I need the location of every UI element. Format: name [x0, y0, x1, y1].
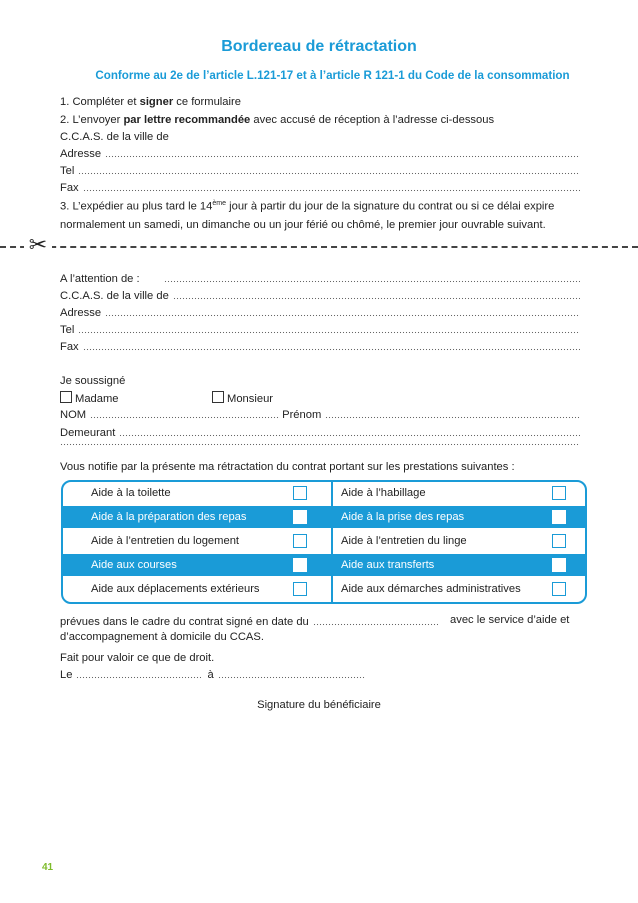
- tel-dots: [78, 172, 580, 175]
- ccas-label: C.C.A.S. de la ville de: [60, 131, 169, 143]
- monsieur-checkbox[interactable]: [212, 391, 224, 403]
- service-checkbox[interactable]: [293, 558, 307, 572]
- madame-checkbox[interactable]: [60, 391, 72, 403]
- instruction-step-3: 3. L’expédier au plus tard le 14ème jour à partir du jour de la signature du contrat ou si ce délai expire normalement un samedi, un dimanche ou un jour férié ou chômé, le premier jour ouvrable suivant.: [60, 200, 555, 231]
- service-row: Aide à la préparation des repas Aide à la prise des repas: [63, 506, 585, 528]
- adresse-dots: [105, 155, 580, 158]
- form-ccas-line: C.C.A.S. de la ville de: [60, 289, 580, 303]
- date-field[interactable]: [76, 676, 201, 679]
- services-table: [61, 480, 587, 604]
- service-row: Aide aux courses Aide aux transferts: [63, 554, 585, 576]
- demeurant-line: Demeurant: [60, 426, 580, 440]
- cut-line: [0, 246, 638, 248]
- page-number: 41: [42, 862, 54, 873]
- madame-option[interactable]: Madame: [60, 393, 119, 405]
- table-divider: [331, 482, 333, 602]
- service-checkbox[interactable]: [293, 510, 307, 524]
- demeurant-field[interactable]: [119, 434, 580, 437]
- demeurant-field-2[interactable]: [60, 443, 580, 446]
- adresse-line: Adresse: [60, 147, 580, 161]
- fax-dots: [83, 189, 580, 192]
- prenom-field[interactable]: [325, 416, 580, 419]
- fait-text: Fait pour valoir ce que de droit.: [60, 652, 215, 664]
- fax-line: Fax: [60, 181, 580, 195]
- instruction-step-1: 1. Compléter et signer ce formulaire: [60, 96, 241, 108]
- form-tel-field[interactable]: [78, 331, 580, 334]
- page-title: Bordereau de rétractation: [221, 38, 417, 55]
- tel-line: Tel: [60, 164, 580, 178]
- instruction-step-2: 2. L’envoyer par lettre recommandée avec accusé de réception à l’adresse ci-dessous: [60, 114, 495, 126]
- service-checkbox[interactable]: [552, 486, 566, 500]
- attention-field[interactable]: [164, 280, 580, 283]
- place-field[interactable]: [218, 676, 365, 679]
- service-checkbox[interactable]: [552, 558, 566, 572]
- service-row: Aide à l’entretien du logement Aide à l’entretien du linge: [63, 530, 585, 552]
- service-checkbox[interactable]: [552, 582, 566, 596]
- service-checkbox[interactable]: [293, 534, 307, 548]
- prevues-continuation: avec le service d’aide et d’accompagnement à domicile du CCAS.: [60, 614, 570, 643]
- form-adresse-field[interactable]: [105, 314, 580, 317]
- le-a-line: Le à: [60, 668, 365, 682]
- attention-line: A l’attention de :: [60, 272, 580, 286]
- notifie-text: Vous notifie par la présente ma rétractation du contrat portant sur les prestations suivantes :: [60, 461, 515, 473]
- service-checkbox[interactable]: [293, 486, 307, 500]
- signature-label: Signature du bénéficiaire: [257, 699, 381, 711]
- civility-row: [60, 391, 580, 406]
- service-checkbox[interactable]: [552, 534, 566, 548]
- soussigne-label: Je soussigné: [60, 375, 126, 387]
- service-checkbox[interactable]: [552, 510, 566, 524]
- prevues-line: prévues dans le cadre du contrat signé en date du: [60, 615, 580, 629]
- nom-field[interactable]: [90, 416, 280, 419]
- service-row: Aide à la toilette Aide à l’habillage: [63, 482, 585, 504]
- scissors-icon: ✂: [24, 232, 52, 258]
- service-checkbox[interactable]: [293, 582, 307, 596]
- page-subtitle: Conforme au 2e de l’article L.121-17 et à l’article R 121-1 du Code de la consommation: [95, 69, 570, 82]
- monsieur-option[interactable]: Monsieur: [212, 391, 273, 406]
- nom-line: NOM Prénom: [60, 408, 580, 422]
- form-tel-line: Tel: [60, 323, 580, 337]
- service-row: Aide aux déplacements extérieurs Aide aux démarches administratives: [63, 578, 585, 600]
- ccas-field[interactable]: [173, 297, 580, 300]
- form-adresse-line: Adresse: [60, 306, 580, 320]
- form-fax-field[interactable]: [83, 348, 580, 351]
- demeurant-line-2: [60, 443, 580, 449]
- form-fax-line: Fax: [60, 340, 580, 354]
